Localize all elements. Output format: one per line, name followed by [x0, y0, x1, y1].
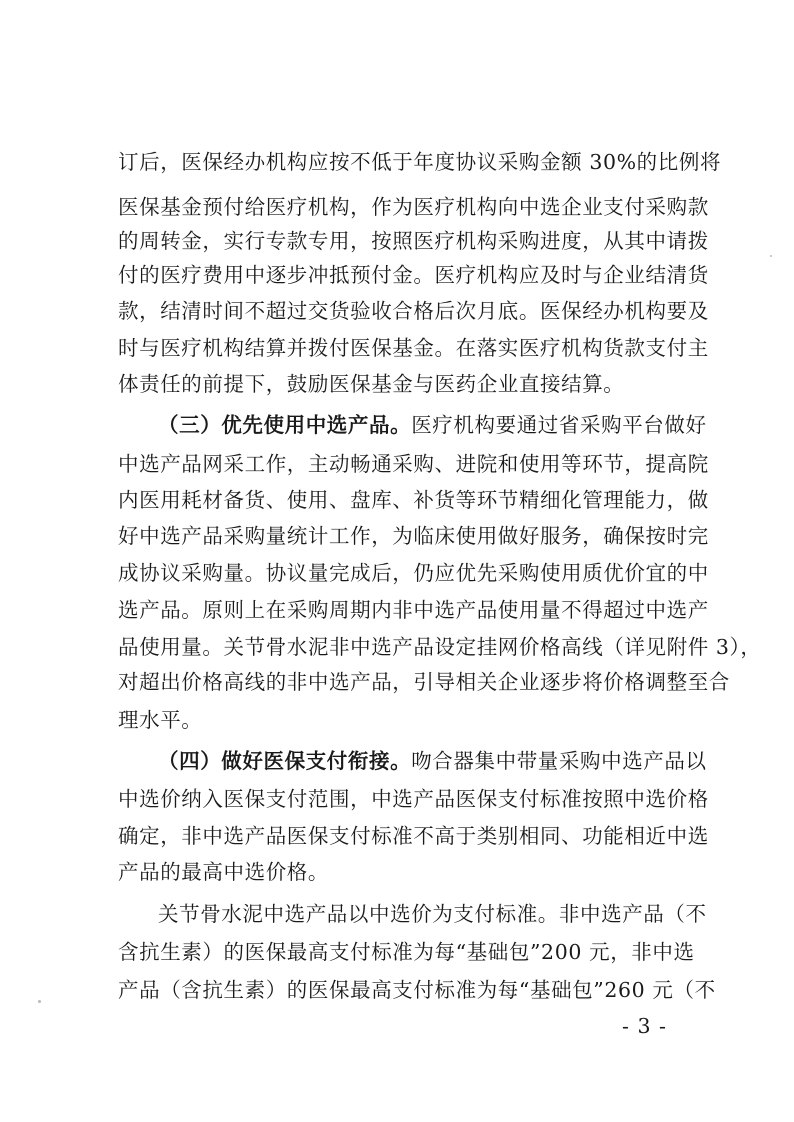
- section-four-text: 吻合器集中带量采购中选产品以: [411, 749, 707, 773]
- body-line: 中选价纳入医保支付范围，中选产品医保支付标准按照中选价格: [118, 787, 709, 811]
- page-number: - 3 -: [622, 1014, 667, 1038]
- body-line: 的周转金，实行专款专用，按照医疗机构采购进度，从其中请拨: [118, 229, 709, 253]
- section-three-heading-line: [158, 411, 707, 439]
- body-line: 医保基金预付给医疗机构，作为医疗机构向中选企业支付采购款: [118, 195, 709, 219]
- body-line: 体责任的前提下，鼓励医保基金与医药企业直接结算。: [118, 372, 625, 396]
- body-line: 含抗生素）的医保最高支付标准为每“基础包”200 元，非中选: [118, 940, 695, 964]
- body-line: 好中选产品采购量统计工作，为临床使用做好服务，确保按时完: [118, 524, 709, 548]
- body-line: 确定，非中选产品医保支付标准不高于类别相同、功能相近中选: [118, 824, 709, 848]
- body-line: 付的医疗费用中逐步冲抵预付金。医疗机构应及时与企业结清货: [118, 263, 709, 287]
- scan-speck: [38, 1000, 41, 1003]
- body-line: 品使用量。关节骨水泥非中选产品设定挂网价格高线（详见附件 3），: [118, 635, 762, 659]
- body-line: 内医用耗材备货、使用、盘库、补货等环节精细化管理能力，做: [118, 488, 709, 512]
- body-line: 成协议采购量。协议量完成后，仍应优先采购使用质优价宜的中: [118, 561, 709, 585]
- section-four-heading: （四）做好医保支付衔接。: [158, 749, 412, 773]
- body-line: 对超出价格高线的非中选产品，引导相关企业逐步将价格调整至合: [118, 670, 730, 694]
- body-line: 订后，医保经办机构应按不低于年度协议采购金额 30%的比例将: [118, 150, 722, 174]
- body-line: 选产品。原则上在采购周期内非中选产品使用量不得超过中选产: [118, 598, 709, 622]
- body-line: 理水平。: [118, 708, 203, 732]
- body-line: 中选产品网采工作，主动畅通采购、进院和使用等环节，提高院: [118, 452, 709, 476]
- body-line: 产品（含抗生素）的医保最高支付标准为每“基础包”260 元（不: [118, 978, 716, 1002]
- body-line: 产品的最高中选价格。: [118, 860, 329, 884]
- section-four-heading-line: [158, 747, 707, 775]
- body-line: 关节骨水泥中选产品以中选价为支付标准。非中选产品（不: [158, 902, 707, 926]
- body-line: 时与医疗机构结算并拨付医保基金。在落实医疗机构货款支付主: [118, 336, 709, 360]
- scan-speck: [770, 255, 772, 257]
- section-three-heading: （三）优先使用中选产品。: [158, 413, 412, 437]
- section-three-text: 医疗机构要通过省采购平台做好: [411, 413, 707, 437]
- body-line: 款，结清时间不超过交货验收合格后次月底。医保经办机构要及: [118, 299, 709, 323]
